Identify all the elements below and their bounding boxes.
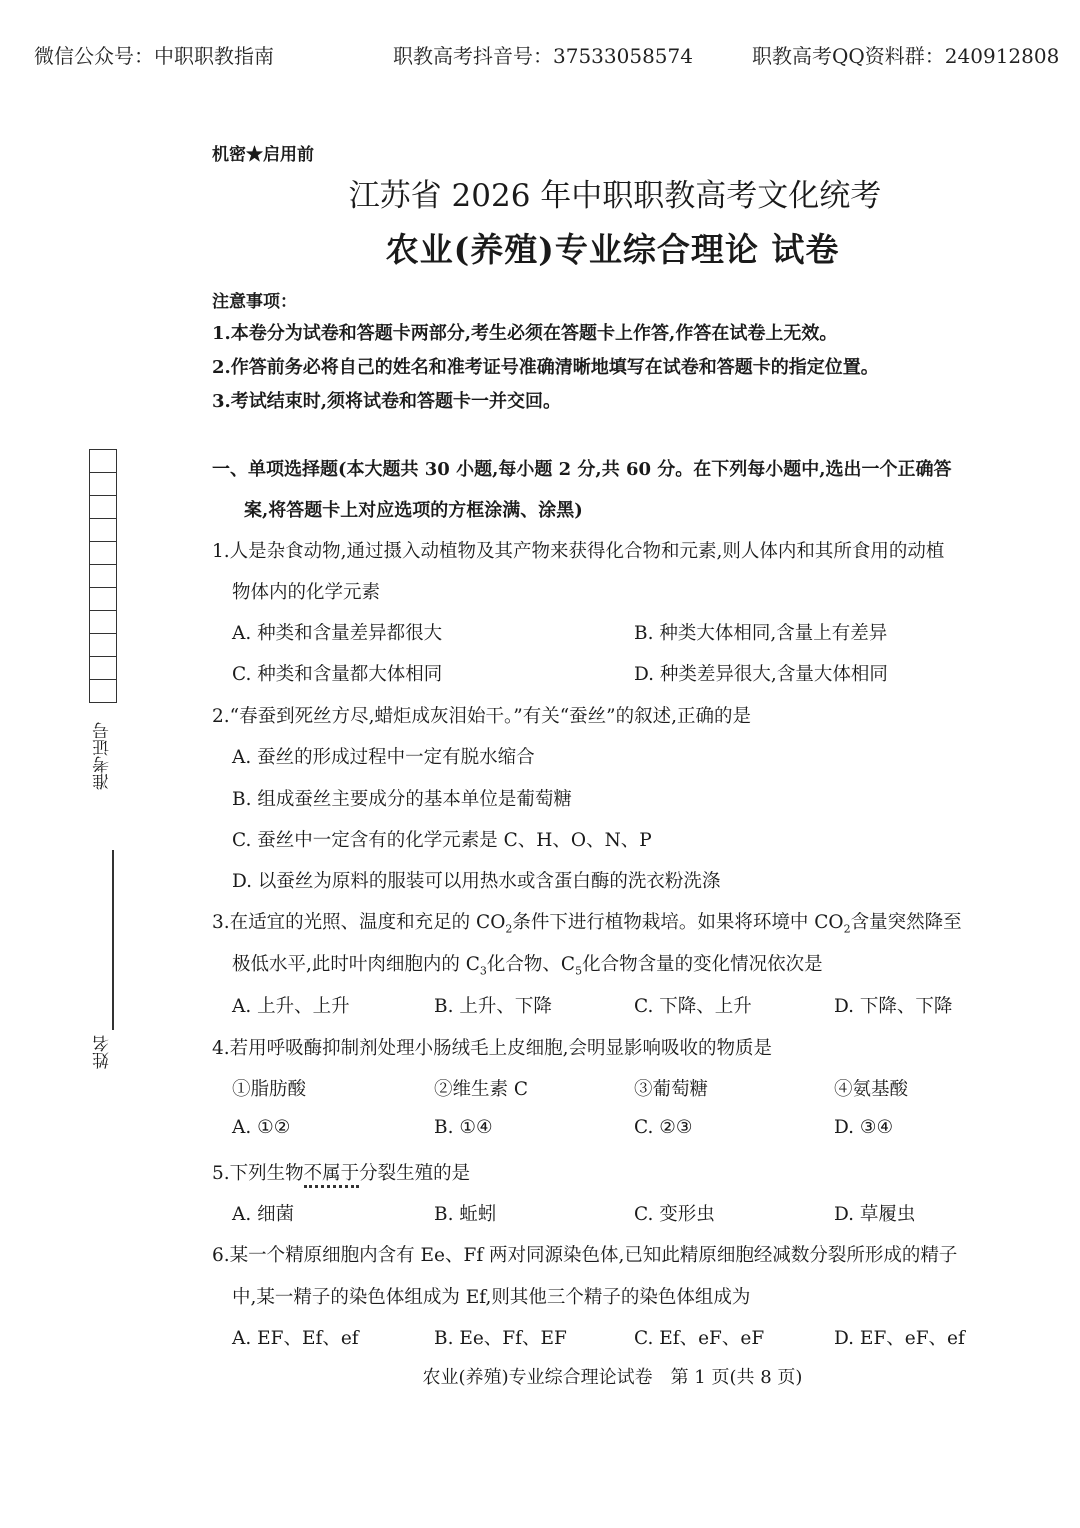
option-b: B. ①④: [434, 1117, 493, 1138]
option-c: C. 蚕丝中一定含有的化学元素是 C、H、O、N、P: [232, 830, 652, 851]
question-3-stem-cont: 极低水平,此时叶肉细胞内的 $C_3$化合物、$C_5$化合物含量的变化情况依次是: [232, 954, 823, 978]
header-douyin: 职教高考抖音号：37533058574: [393, 44, 693, 68]
question-2-stem: 2.“春蚕到死丝方尽,蜡炬成灰泪始干。”有关“蚕丝”的叙述,正确的是: [212, 706, 751, 727]
option-a: A. EF、Ef、ef: [232, 1328, 359, 1349]
paper-title: 农业(养殖)专业综合理论 试卷: [385, 230, 840, 269]
exam-id-cell[interactable]: [89, 679, 117, 703]
exam-id-cell[interactable]: [89, 656, 117, 680]
exam-id-cell[interactable]: [89, 495, 117, 519]
option-a: A. 蚕丝的形成过程中一定有脱水缩合: [232, 747, 535, 768]
notes-heading: 注意事项：: [212, 292, 297, 312]
item-4: ④氨基酸: [834, 1079, 909, 1100]
option-c: C. 种类和含量都大体相同: [232, 664, 443, 685]
question-3-stem: 3.在适宜的光照、温度和充足的 $CO_2$条件下进行植物栽培。如果将环境中 $CO_2$含量突然降至: [212, 912, 962, 936]
exam-id-cell[interactable]: [89, 541, 117, 565]
note-item: 1.本卷分为试卷和答题卡两部分,考生必须在答题卡上作答,作答在试卷上无效。: [212, 323, 838, 344]
question-1-stem-cont: 物体内的化学元素: [232, 582, 381, 603]
question-1-stem: 1.人是杂食动物,通过摄入动植物及其产物来获得化合物和元素,则人体内和其所食用的动植: [212, 541, 945, 562]
option-c: C. 下降、上升: [634, 996, 752, 1017]
note-item: 2.作答前务必将自己的姓名和准考证号准确清晰地填写在试卷和答题卡的指定位置。: [212, 357, 879, 378]
option-b: B. 种类大体相同,含量上有差异: [634, 623, 888, 644]
option-d: D. 种类差异很大,含量大体相同: [634, 664, 888, 685]
option-a: A. 细菌: [232, 1204, 295, 1225]
name-fill-line[interactable]: [112, 850, 114, 1030]
confidential-mark: 机密★启用前: [212, 145, 314, 165]
option-b: B. 组成蚕丝主要成分的基本单位是葡萄糖: [232, 789, 572, 810]
emphasis-text: 不属于: [304, 1163, 360, 1188]
option-d: D. ③④: [834, 1117, 894, 1138]
exam-id-cell[interactable]: [89, 449, 117, 473]
item-3: ③葡萄糖: [634, 1079, 709, 1100]
option-a: A. 上升、上升: [232, 996, 350, 1017]
item-1: ①脂肪酸: [232, 1079, 307, 1100]
exam-id-cell[interactable]: [89, 633, 117, 657]
question-4-stem: 4.若用呼吸酶抑制剂处理小肠绒毛上皮细胞,会明显影响吸收的物质是: [212, 1038, 773, 1059]
option-c: C. Ef、eF、eF: [634, 1328, 765, 1349]
note-item: 3.考试结束时,须将试卷和答题卡一并交回。: [212, 391, 562, 412]
exam-id-cell[interactable]: [89, 587, 117, 611]
question-6-stem: 6.某一个精原细胞内含有 Ee、Ff 两对同源染色体,已知此精原细胞经减数分裂所形成的精子: [212, 1245, 958, 1266]
section-heading: 一、单项选择题(本大题共 30 小题,每小题 2 分,共 60 分。在下列每小题中,选出一个正确答: [212, 459, 952, 480]
option-d: D. 下降、下降: [834, 996, 953, 1017]
option-c: C. ②③: [634, 1117, 693, 1138]
header-wechat: 微信公众号：中职职教指南: [34, 44, 274, 68]
option-d: D. 草履虫: [834, 1204, 916, 1225]
option-b: B. 蚯蚓: [434, 1204, 497, 1225]
option-b: B. Ee、Ff、EF: [434, 1328, 567, 1349]
option-c: C. 变形虫: [634, 1204, 715, 1225]
question-6-stem-cont: 中,某一精子的染色体组成为 Ef,则其他三个精子的染色体组成为: [232, 1287, 751, 1308]
exam-id-label: 准考证号: [93, 722, 113, 790]
option-a: A. 种类和含量差异都很大: [232, 623, 443, 644]
exam-title: 江苏省 2026 年中职职教高考文化统考: [348, 178, 882, 214]
option-b: B. 上升、下降: [434, 996, 552, 1017]
page-footer: 农业(养殖)专业综合理论试卷 第 1 页(共 8 页): [422, 1367, 803, 1388]
question-5-stem: 5.下列生物不属于分裂生殖的是: [212, 1159, 470, 1185]
header-qq: 职教高考QQ资料群：240912808: [752, 44, 1060, 68]
option-d: D. EF、eF、ef: [834, 1328, 965, 1349]
section-heading-cont: 案,将答题卡上对应选项的方框涂满、涂黑): [244, 500, 583, 521]
exam-id-cell[interactable]: [89, 610, 117, 634]
option-a: A. ①②: [232, 1117, 291, 1138]
option-d: D. 以蚕丝为原料的服装可以用热水或含蛋白酶的洗衣粉洗涤: [232, 871, 721, 892]
exam-id-cell[interactable]: [89, 472, 117, 496]
item-2: ②维生素 C: [434, 1079, 529, 1100]
exam-id-cell[interactable]: [89, 564, 117, 588]
name-label: 姓名: [93, 1035, 113, 1069]
exam-id-cell[interactable]: [89, 518, 117, 542]
